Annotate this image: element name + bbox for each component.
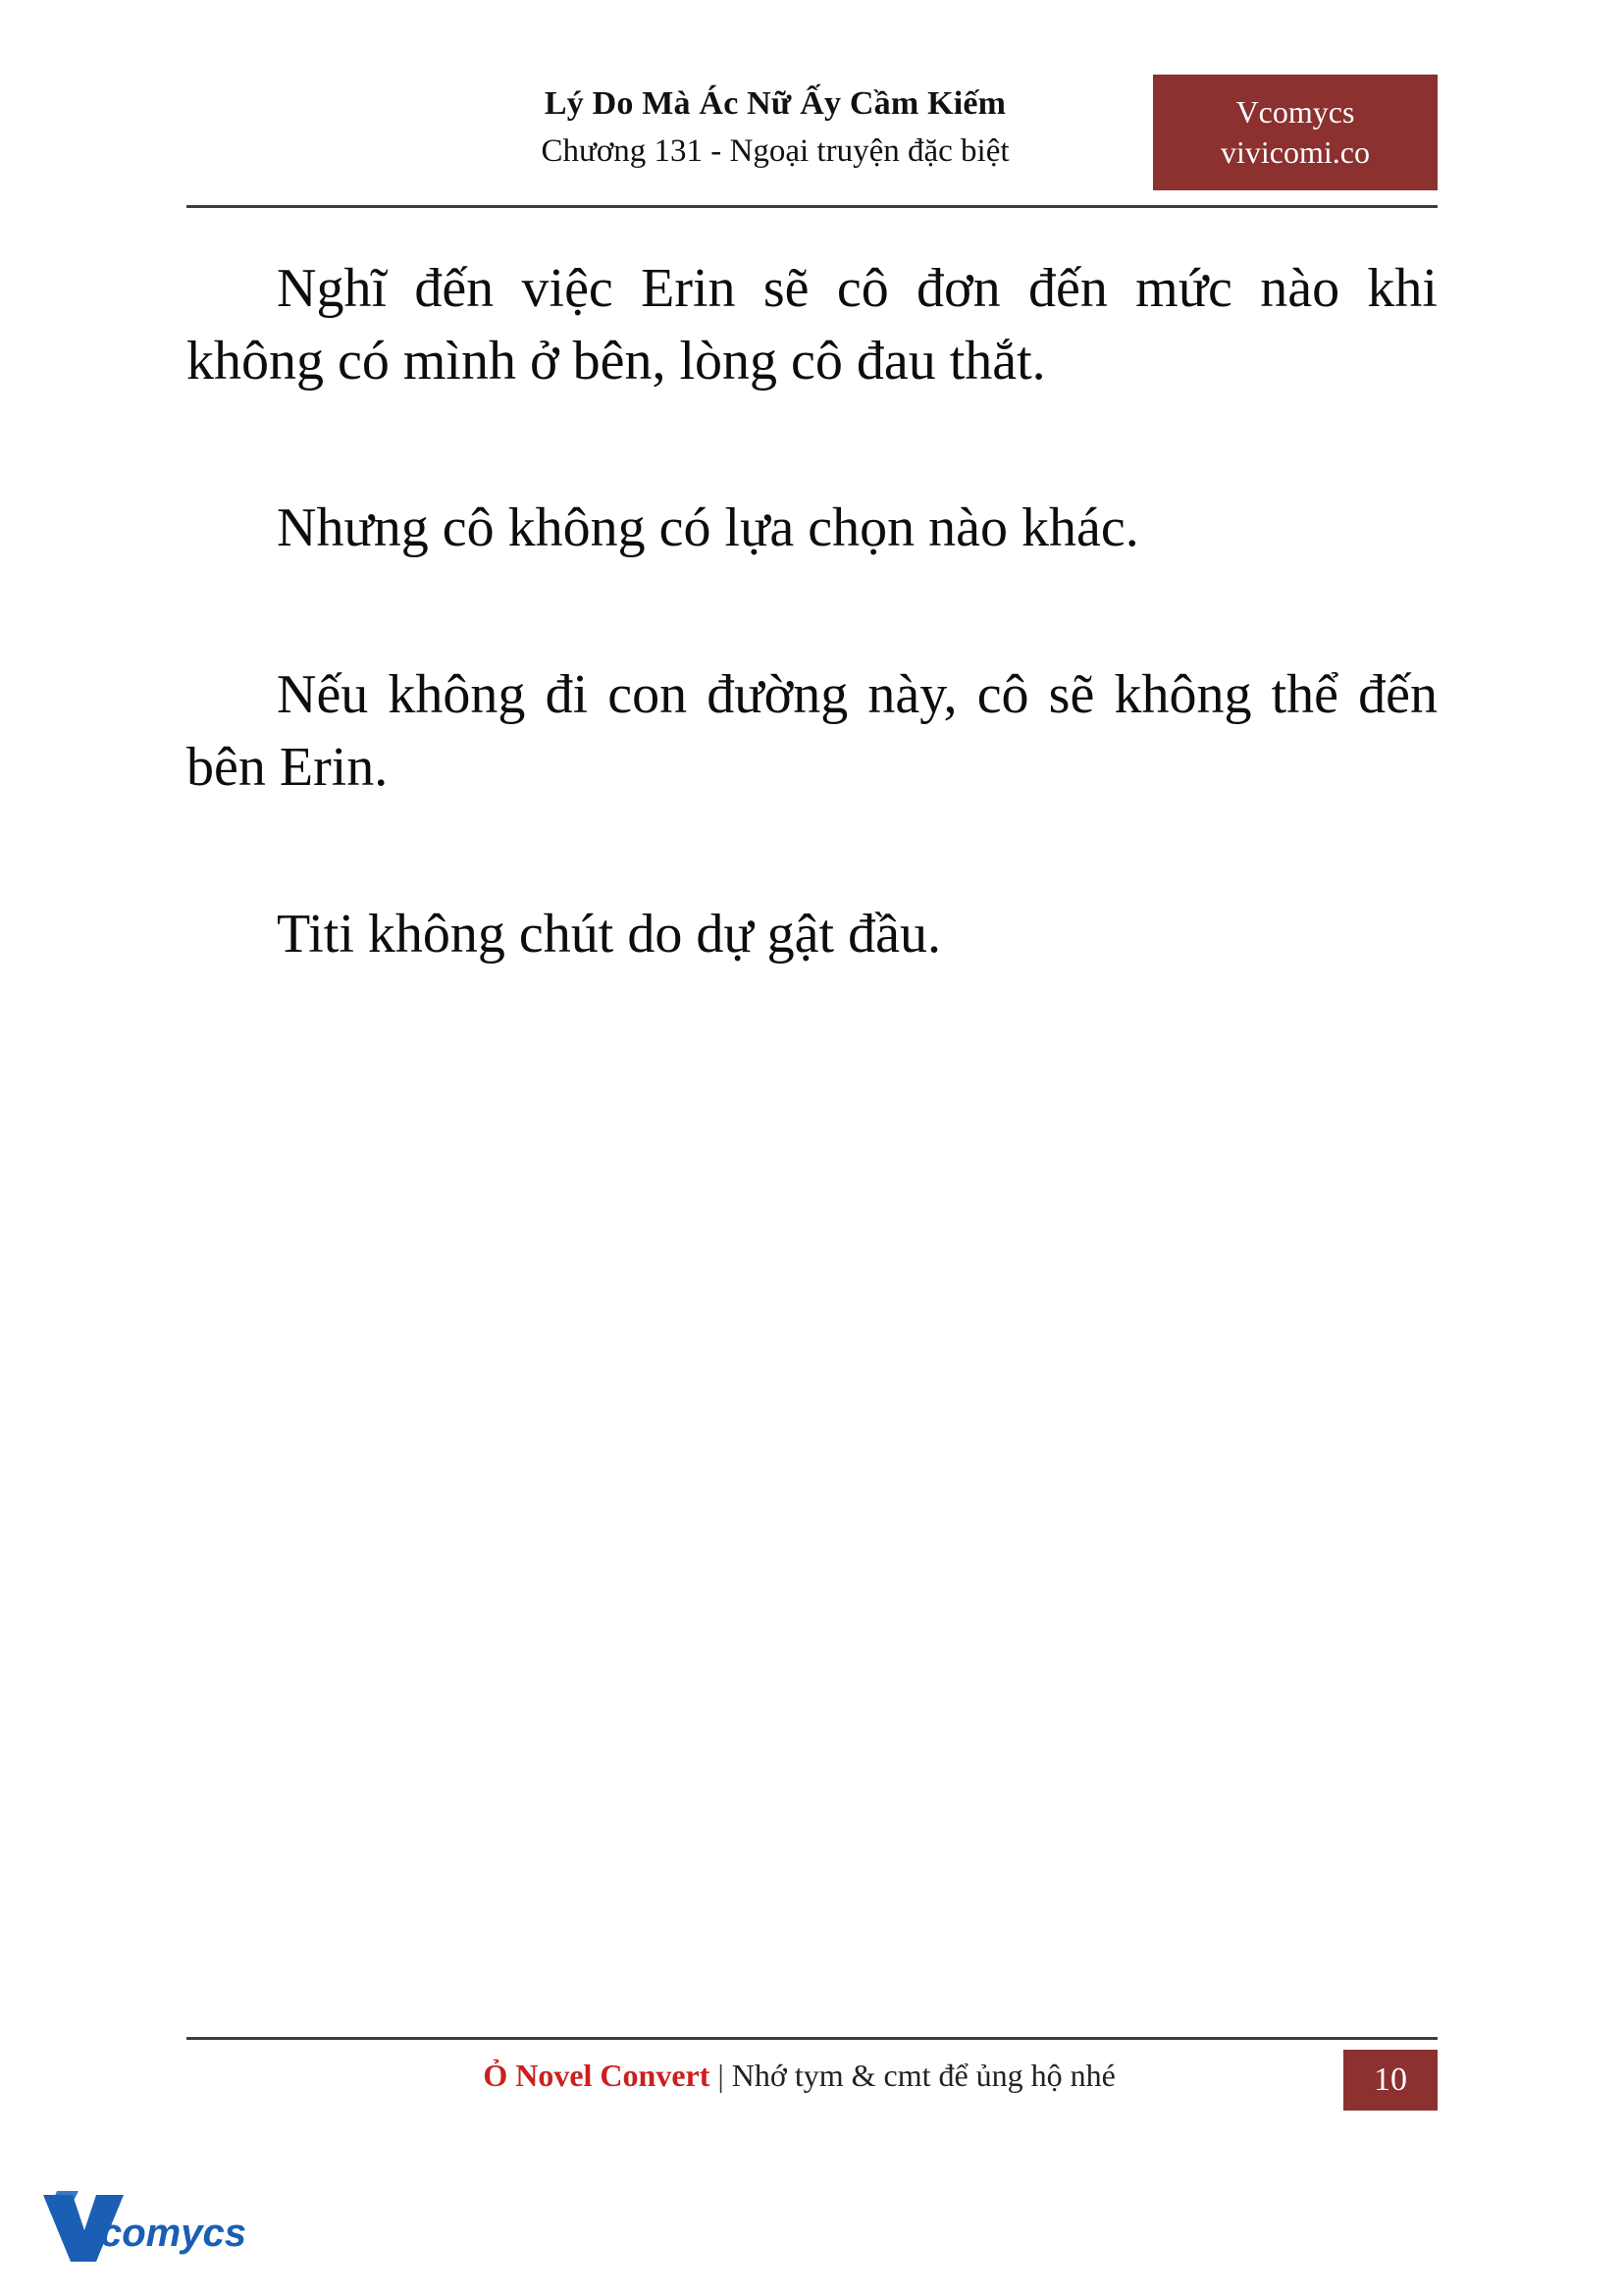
footer-credit xyxy=(483,2058,1116,2094)
vcomycs-logo-icon xyxy=(39,2185,265,2269)
page-footer xyxy=(186,2037,1438,2111)
site-badge xyxy=(1153,75,1438,190)
page-content xyxy=(186,208,1438,2295)
footer-divider xyxy=(186,2037,1438,2040)
paragraph: Nhưng cô không có lựa chọn nào khác. xyxy=(277,496,1139,558)
footer-note: Nhớ tym & cmt để ủng hộ nhé xyxy=(731,2058,1116,2093)
site-badge-name: Vcomycs xyxy=(1235,94,1355,130)
chapter-title: Chương 131 - Ngoại truyện đặc biệt xyxy=(541,132,1010,169)
footer-separator: | xyxy=(717,2058,724,2093)
page-header xyxy=(186,82,1438,208)
site-badge-url: vivicomi.co xyxy=(1221,134,1370,170)
svg-text:comycs: comycs xyxy=(100,2212,246,2255)
header-title-block xyxy=(402,82,1148,173)
book-title: Lý Do Mà Ác Nữ Ấy Cầm Kiếm xyxy=(544,85,1007,122)
paragraph: Nếu không đi con đường này, cô sẽ không thể đến bên Erin. xyxy=(186,663,1438,798)
paragraph: Nghĩ đến việc Erin sẽ cô đơn đến mức nào khi không có mình ở bên, lòng cô đau thắt. xyxy=(186,258,1438,391)
footer-brand: Ỏ Novel Convert xyxy=(483,2058,710,2093)
header-divider xyxy=(186,205,1438,208)
footer-row xyxy=(186,2050,1438,2111)
paragraph: Titi không chút do dự gật đầu. xyxy=(277,903,941,965)
page-number: 10 xyxy=(1343,2050,1438,2111)
vcomycs-logo xyxy=(39,2185,265,2269)
